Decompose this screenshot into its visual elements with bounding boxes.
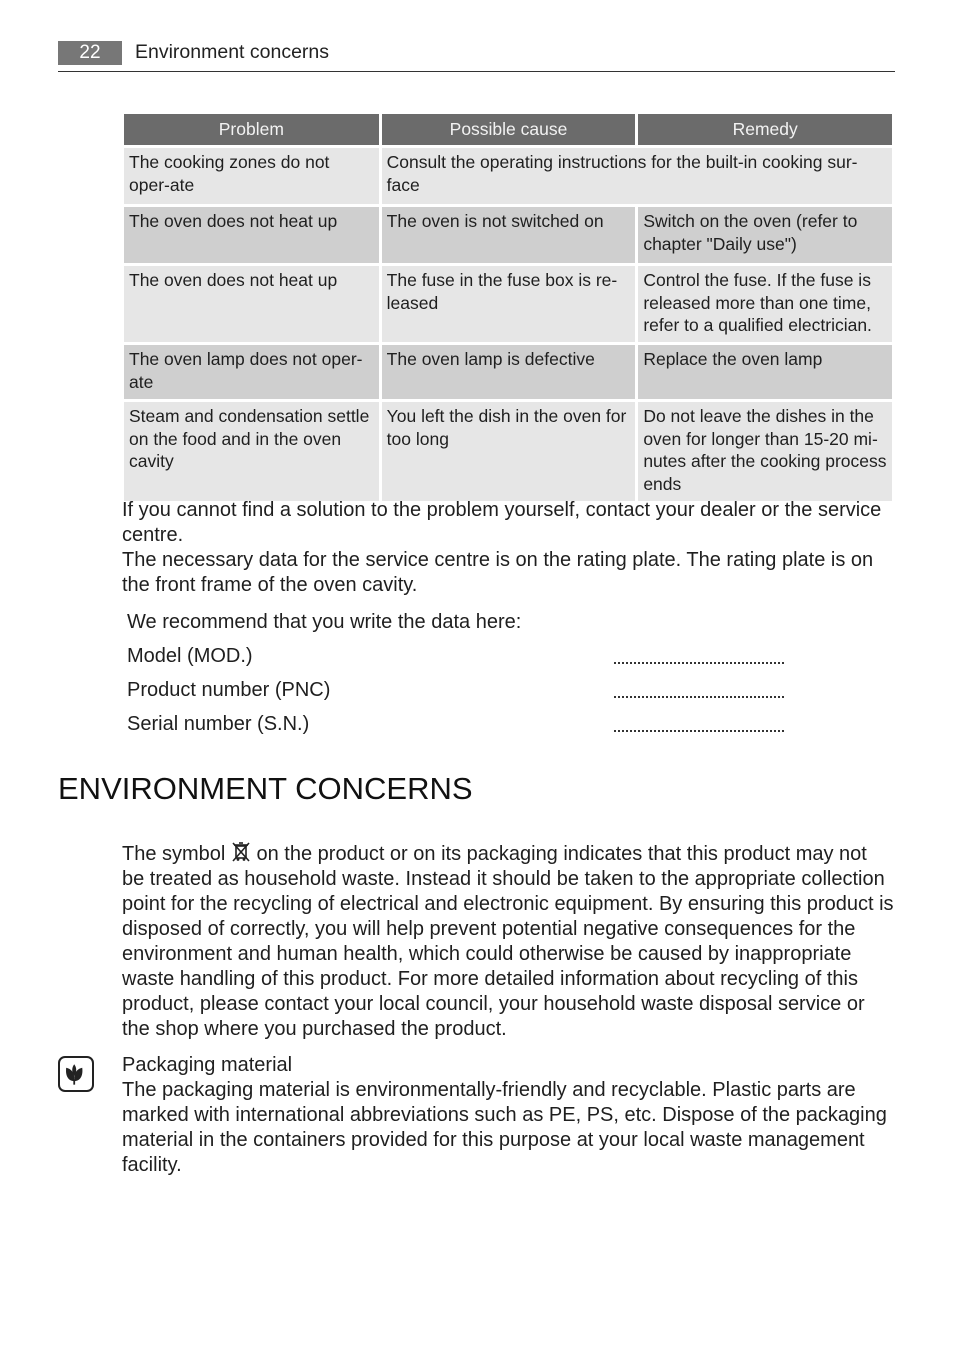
- cause-cell: The oven lamp is defective: [382, 345, 636, 399]
- model-label: Model (MOD.): [127, 645, 253, 667]
- problem-cell: The oven does not heat up: [124, 207, 379, 263]
- page-number: 22: [58, 41, 122, 65]
- table-row: [124, 345, 892, 399]
- problem-cell: The cooking zones do not oper-ate: [124, 148, 379, 204]
- remedy-cell: Do not leave the dishes in the oven for longer than 15-20 mi-nutes after the cooking process ends: [638, 402, 892, 501]
- weee-text-after: on the product or on its packaging indicates that this product may not be treated as household waste. Instead it should be taken to the appropriate collection point for the recycling of electrical and electronic equipment. By ensuring this product is disposed of correctly, you will help prevent potential negative consequences for the environment and human health, which could otherwise be caused by inappropriate waste handling of this product. For more detailed information about recycling of this product, please contact your local council, your household waste disposal service or the shop where you purchased the product.: [122, 843, 894, 1040]
- remedy-cell: Replace the oven lamp: [638, 345, 892, 399]
- table-row: [124, 207, 892, 263]
- table-header-row: [124, 114, 892, 145]
- column-header-problem: Problem: [124, 114, 379, 145]
- section-title: ENVIRONMENT CONCERNS: [58, 771, 473, 806]
- cause-cell: The oven is not switched on: [382, 207, 636, 263]
- model-fill-line: [614, 662, 784, 664]
- table-row: [124, 148, 892, 204]
- cause-cell: You left the dish in the oven for too long: [382, 402, 636, 501]
- table-row: [124, 402, 892, 501]
- service-paragraph: If you cannot find a solution to the problem yourself, contact your dealer or the service centre.: [122, 499, 882, 546]
- rating-plate-paragraph: The necessary data for the service centre is on the rating plate. The rating plate is on the front frame of the oven cavity.: [122, 549, 874, 596]
- remedy-cell: Control the fuse. If the fuse is released more than one time, refer to a qualified electrician.: [638, 266, 892, 342]
- running-head: Environment concerns: [135, 41, 330, 63]
- column-header-cause: Possible cause: [382, 114, 636, 145]
- remedy-cell: Switch on the oven (refer to chapter "Daily use"): [638, 207, 892, 263]
- product-number-label: Product number (PNC): [127, 679, 331, 701]
- problem-cell: The oven lamp does not oper-ate: [124, 345, 379, 399]
- recommend-text: We recommend that you write the data here:: [127, 611, 522, 633]
- cause-cell: The fuse in the fuse box is re-leased: [382, 266, 636, 342]
- cause-cell: Consult the operating instructions for the built-in cooking sur-face: [382, 148, 892, 204]
- product-number-fill-line: [614, 696, 784, 698]
- packaging-paragraph: The packaging material is environmentally-friendly and recyclable. Plastic parts are marked with international abbreviations such as PE, PS, etc. Dispose of the packaging material in the containers provided for this purpose at your local waste management facility.: [122, 1079, 887, 1176]
- page-header: [58, 39, 895, 72]
- packaging-plant-icon: [58, 1056, 94, 1092]
- crossed-out-wheelie-bin-icon: [231, 841, 251, 863]
- weee-paragraph: [122, 841, 894, 1042]
- table-row: [124, 266, 892, 342]
- column-header-remedy: Remedy: [638, 114, 892, 145]
- problem-cell: Steam and condensation settle on the food and in the oven cavity: [124, 402, 379, 501]
- serial-number-label: Serial number (S.N.): [127, 713, 310, 735]
- problem-cell: The oven does not heat up: [124, 266, 379, 342]
- serial-number-fill-line: [614, 730, 784, 732]
- packaging-heading: Packaging material: [122, 1054, 293, 1076]
- weee-text-before: The symbol: [122, 843, 226, 865]
- troubleshooting-table: [121, 111, 895, 504]
